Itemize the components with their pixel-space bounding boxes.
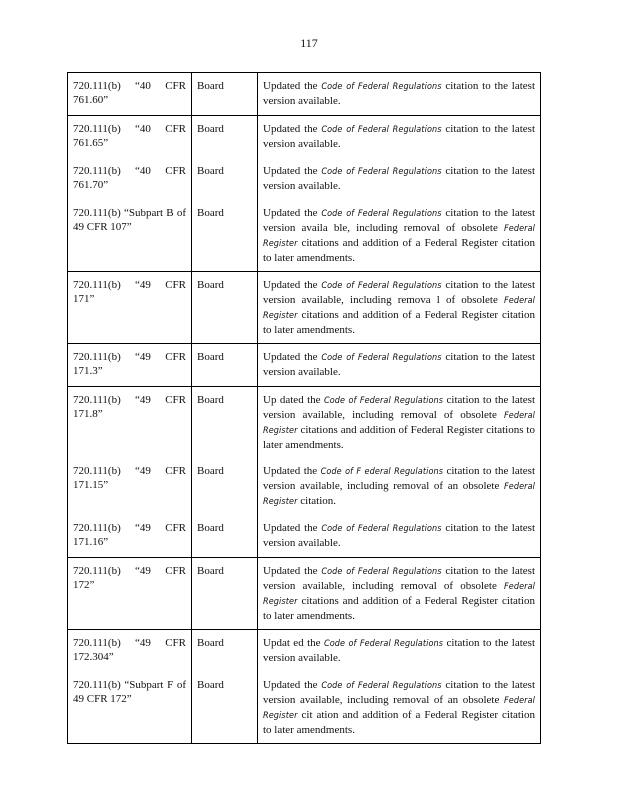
responsible-party: Board	[197, 465, 224, 477]
responsible-party: Board	[197, 351, 224, 363]
section-citation: 720.111(b) “49 CFR 171.3”	[73, 351, 186, 377]
change-description: Updated the Code of Federal Regulations citation to the latest version available.	[263, 123, 536, 150]
responsible-party: Board	[197, 165, 224, 177]
change-description: Updated the Code of Federal Regulations citation to the latest version available.	[263, 80, 536, 107]
change-description: Updated the Code of Federal Regulations citation to the latest version available.	[263, 351, 536, 378]
table-row	[68, 630, 541, 667]
responsible-party: Board	[197, 279, 224, 291]
section-citation: 720.111(b) “Subpart B of 49 CFR 107”	[73, 207, 186, 233]
section-citation: 720.111(b) “49 CFR 171”	[73, 279, 186, 305]
section-citation: 720.111(b) “49 CFR 171.16”	[73, 522, 186, 548]
change-description: Updated the Code of Federal Regulations citation to the latest version available, including removal of an obsolete Federal Register cit ation and addition of a Federal Register citation to later amendments.	[263, 679, 536, 736]
section-citation: 720.111(b) “49 CFR 171.8”	[73, 394, 186, 420]
responsible-party: Board	[197, 207, 224, 219]
table-row	[68, 116, 541, 153]
responsible-party: Board	[197, 565, 224, 577]
table-row	[68, 194, 541, 272]
responsible-party: Board	[197, 679, 224, 691]
responsible-party: Board	[197, 80, 224, 92]
change-description: Updated the Code of Federal Regulations citation to the latest version available.	[263, 165, 536, 192]
page-number: 117	[300, 36, 318, 50]
table-row	[68, 666, 541, 744]
table-row	[68, 344, 541, 387]
table-row	[68, 272, 541, 344]
section-citation: 720.111(b) “40 CFR 761.65”	[73, 123, 186, 149]
change-description: Updated the Code of Federal Regulations citation to the latest version availa ble, including removal of obsolete Federal Register citations and addition of a Federal Register citation to later amendments.	[263, 207, 536, 264]
table-row	[68, 452, 541, 509]
change-description: Updat ed the Code of Federal Regulations citation to the latest version available.	[263, 637, 535, 664]
table-row	[68, 73, 541, 116]
change-description: Up dated the Code of Federal Regulations citation to the latest version available, including removal of obsolete Federal Register citations and addition of Federal Register citations to later amendments.	[263, 394, 535, 451]
amendments-table	[67, 72, 541, 744]
section-citation: 720.111(b) “40 CFR 761.70”	[73, 165, 186, 191]
change-description: Updated the Code of Federal Regulations citation to the latest version available, including removal of obsolete Federal Register citations and addition of a Federal Register citation to later amendments.	[263, 565, 536, 622]
section-citation: 720.111(b) “40 CFR 761.60”	[73, 80, 186, 106]
section-citation: 720.111(b) “49 CFR 171.15”	[73, 465, 186, 491]
responsible-party: Board	[197, 123, 224, 135]
section-citation: 720.111(b) “Subpart F of 49 CFR 172”	[73, 679, 186, 705]
table-row	[68, 152, 541, 194]
change-description: Updated the Code of Federal Regulations citation to the latest version available, including remova l of obsolete Federal Register citations and addition of a Federal Register citation to later amendments.	[263, 279, 536, 336]
responsible-party: Board	[197, 522, 224, 534]
change-description: Updated the Code of F ederal Regulations citation to the latest version available, including removal of an obsolete Federal Register citation.	[263, 465, 535, 507]
responsible-party: Board	[197, 637, 224, 649]
section-citation: 720.111(b) “49 CFR 172.304”	[73, 637, 186, 663]
table-row	[68, 509, 541, 558]
responsible-party: Board	[197, 394, 224, 406]
table-row	[68, 558, 541, 630]
section-citation: 720.111(b) “49 CFR 172”	[73, 565, 186, 591]
table-row	[68, 387, 541, 453]
change-description: Updated the Code of Federal Regulations citation to the latest version available.	[263, 522, 536, 549]
